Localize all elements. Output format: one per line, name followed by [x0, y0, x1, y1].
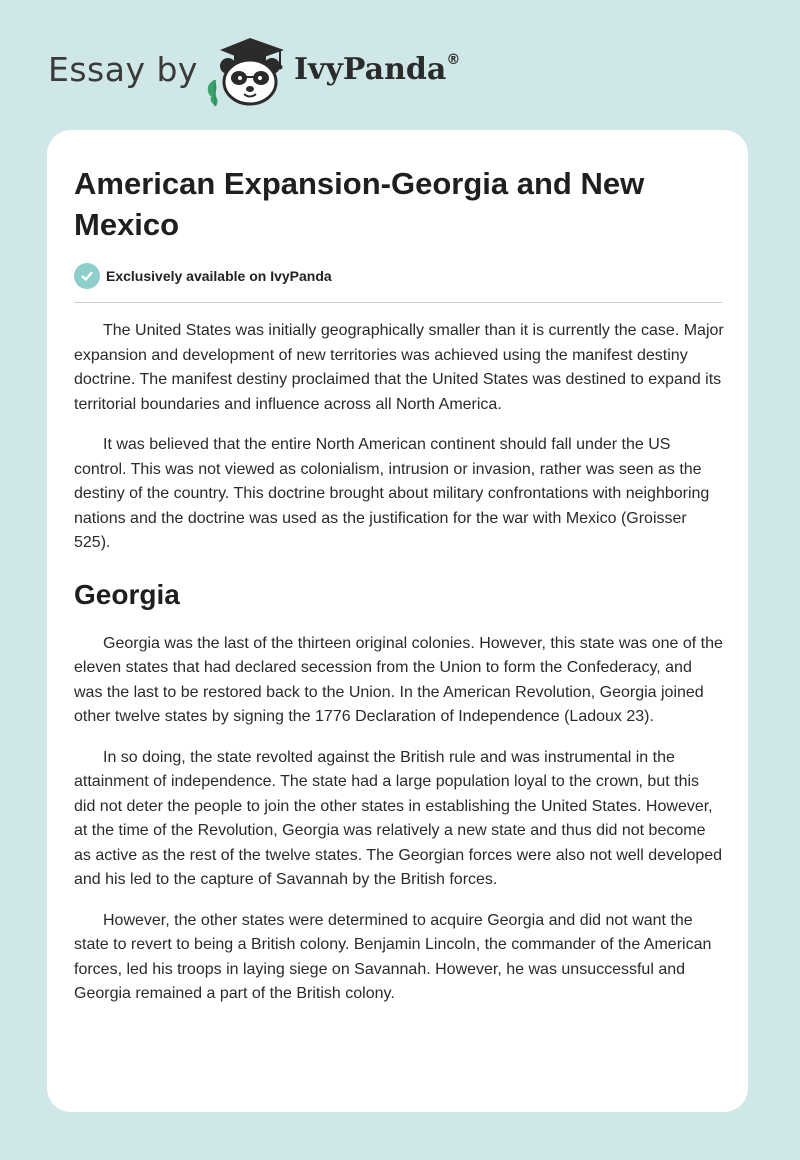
registered-mark: ® [446, 52, 461, 68]
essay-body [74, 319, 724, 1023]
paragraph: In so doing, the state revolted against the British rule and was instrumental in the attainment of independence. The state had a large population loyal to the crown, but this did not deter the people to join the other states in establishing the United States. However, at the time of the Revolution, Georgia was relatively a new state and thus did not become as active as the rest of the twelve states. The Georgian forces were also not well developed and his led to the capture of Savannah by the British forces. [74, 748, 723, 888]
site-header [0, 0, 800, 120]
paragraph: The United States was initially geographically smaller than it is currently the case. Major expansion and development of new territories was achieved using the manifest destiny doctrine. The manifest destiny proclaimed that the United States was destined to expand its territorial boundaries and influence across all North America. [74, 322, 724, 413]
paragraph: However, the other states were determined to acquire Georgia and did not want the state to revert to being a British colony. Benjamin Lincoln, the commander of the American forces, led his troops in laying siege on Savannah. However, he was unsuccessful and Georgia remained a part of the British colony. [74, 911, 712, 1002]
exclusive-badge [74, 263, 332, 289]
divider [74, 302, 722, 303]
essay-title: American Expansion-Georgia and New Mexico [74, 166, 645, 242]
paragraph: It was believed that the entire North American continent should fall under the US control. This was not viewed as colonialism, intrusion or invasion, rather was seen as the destiny of the country. This doctrine brought about military confrontations with neighboring nations and the doctrine was used as the justification for the war with Mexico (Groisser 525). [74, 436, 710, 551]
brand-name: IvyPanda [294, 52, 447, 87]
brand-logo-text[interactable] [294, 52, 460, 87]
section-heading: Georgia [74, 578, 180, 610]
essay-by-label: Essay by [48, 50, 198, 89]
badge-text: Exclusively available on IvyPanda [106, 268, 332, 284]
check-circle-icon [74, 263, 100, 289]
paragraph: Georgia was the last of the thirteen original colonies. However, this state was one of the eleven states that had declared secession from the Union to form the Confederacy, and was the last to be restored back to the Union. In the American Revolution, Georgia joined other twelve states by signing the 1776 Declaration of Independence (Ladoux 23). [74, 634, 723, 725]
panda-graduate-icon[interactable] [200, 36, 292, 108]
essay-card [47, 130, 748, 1112]
